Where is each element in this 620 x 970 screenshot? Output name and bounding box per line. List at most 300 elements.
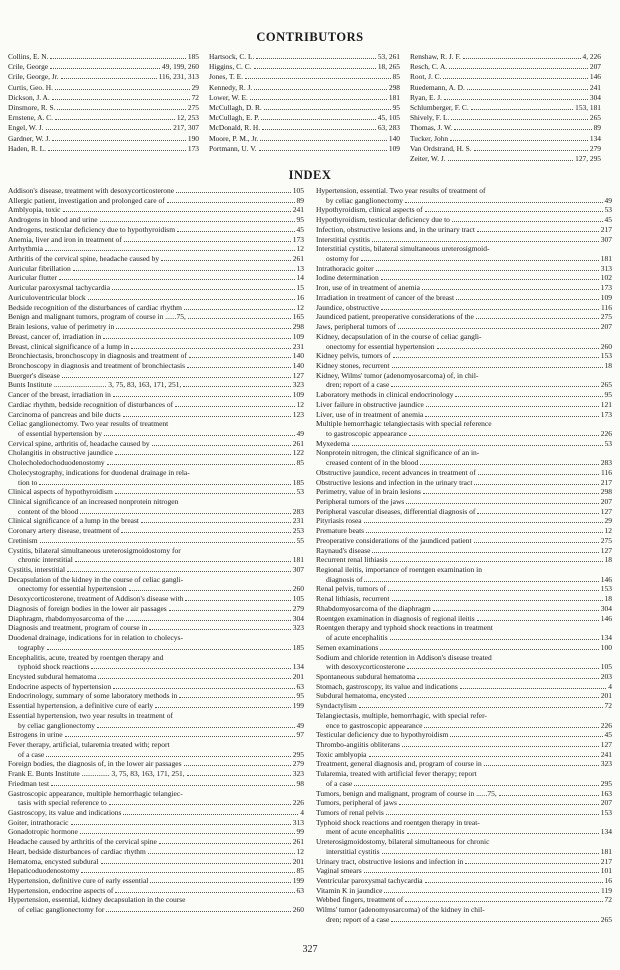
index-entry-text: Bedside recognition of the disturbances of cardiac rhythm bbox=[8, 302, 182, 312]
index-entry-pages: 217 bbox=[600, 477, 612, 487]
dot-leader bbox=[409, 435, 599, 436]
index-entry-pages: 260 bbox=[292, 584, 304, 594]
dot-leader bbox=[364, 872, 599, 873]
contributor-pages: 173 bbox=[187, 143, 199, 153]
index-entry-pages: 298 bbox=[600, 487, 612, 497]
index-entry bbox=[8, 691, 304, 701]
contributor-pages: 275 bbox=[187, 103, 199, 113]
index-entry bbox=[316, 905, 612, 924]
contributor-name: McCullagh, D. R. bbox=[209, 103, 262, 113]
dot-leader bbox=[112, 289, 294, 290]
index-entry-pages: 260 bbox=[600, 341, 612, 351]
dot-leader bbox=[176, 192, 291, 193]
index-entry-continuation: tography bbox=[18, 642, 45, 652]
dot-leader bbox=[402, 746, 599, 747]
index-entry bbox=[316, 866, 612, 876]
dot-leader bbox=[433, 610, 599, 611]
index-entry-pages: 323 bbox=[292, 623, 304, 633]
index-entry bbox=[316, 565, 612, 584]
index-entry-continuation-line bbox=[8, 584, 304, 594]
dot-leader bbox=[47, 649, 291, 650]
index-entry-text: Friedman test bbox=[8, 778, 50, 788]
index-entry-text: Obstructive lesions and infection in the urinary tract bbox=[316, 477, 473, 487]
page-number: 327 bbox=[302, 944, 318, 955]
dot-leader bbox=[408, 697, 599, 698]
dot-leader bbox=[381, 279, 599, 280]
index-entry-continuation: onectomy for essential hypertension bbox=[326, 341, 435, 351]
contributor-entry bbox=[8, 123, 209, 133]
dot-leader bbox=[67, 571, 291, 572]
index-entry bbox=[316, 604, 612, 614]
index-entry bbox=[316, 536, 612, 546]
index-entry-text: Sodium and chloride retention in Addison's disease treated bbox=[316, 652, 492, 662]
contributor-entry bbox=[8, 134, 209, 144]
contributor-pages: 217, 307 bbox=[173, 123, 199, 133]
index-entry-pages: 298 bbox=[292, 322, 304, 332]
index-entry-pages: 15 bbox=[296, 283, 304, 293]
contributor-pages: 49, 199, 260 bbox=[162, 62, 199, 72]
dot-leader bbox=[405, 202, 602, 203]
index-entry-text: Pityriasis rosea bbox=[316, 516, 362, 526]
index-entry-pages: 261 bbox=[292, 254, 304, 264]
index-entry-text: Hematoma, encysted subdural bbox=[8, 856, 99, 866]
index-entry bbox=[316, 516, 612, 526]
index-entry bbox=[316, 750, 612, 760]
contributor-name: Lower, W. E. bbox=[209, 92, 248, 102]
contributor-entry bbox=[410, 103, 611, 113]
index-entry-pages: 4 bbox=[608, 681, 612, 691]
dot-leader bbox=[189, 357, 291, 358]
index-entry bbox=[316, 293, 612, 303]
index-entry-continuation: interstitial cystitis bbox=[326, 846, 380, 856]
index-entry-pages: 253 bbox=[292, 526, 304, 536]
dot-leader bbox=[61, 78, 157, 79]
index-entry-continuation: dren; report of a case bbox=[326, 380, 390, 390]
dot-leader bbox=[423, 493, 599, 494]
index-entry-text: Telangiectasis, multiple, hemorrhagic, with special refer- bbox=[316, 710, 487, 720]
dot-leader bbox=[63, 211, 291, 212]
index-entry-pages: 203 bbox=[600, 671, 612, 681]
index-entry-continuation: content of the blood bbox=[18, 506, 79, 516]
dot-leader bbox=[71, 824, 291, 825]
index-entry-pages: 146 bbox=[600, 613, 612, 623]
index-entry bbox=[8, 594, 304, 604]
index-entry bbox=[8, 808, 304, 818]
index-entry-text: Kidney, decapsulation of in the course of celiac gangli- bbox=[316, 331, 482, 341]
index-entry bbox=[316, 410, 612, 420]
contributor-entry bbox=[209, 123, 410, 133]
dot-leader bbox=[52, 99, 190, 100]
contributor-name: Gardner, W. J. bbox=[8, 133, 51, 143]
index-entry-text: Toxic amblyopia bbox=[316, 749, 367, 759]
index-entry-pages: 12 bbox=[296, 399, 304, 409]
contributor-name: Ryan, E. J. bbox=[410, 92, 442, 102]
index-entry-pages: 127 bbox=[600, 739, 612, 749]
index-entry bbox=[8, 283, 304, 293]
index-entry bbox=[316, 643, 612, 653]
index-entry-text: Jaundice, obstructive bbox=[316, 302, 380, 312]
dot-leader bbox=[372, 552, 598, 553]
index-entry-text: Premature beats bbox=[316, 526, 365, 536]
dot-leader bbox=[55, 119, 175, 120]
index-entry-pages: 323 bbox=[292, 380, 304, 390]
index-entry-text: Gonadotropic hormone bbox=[8, 827, 78, 837]
index-entry-text: Typhoid shock reactions and roentgen therapy in treat- bbox=[316, 817, 480, 827]
index-entry-text: Hypertension, definitive cure of early essential bbox=[8, 876, 149, 886]
index-entry-text: Kidney pelvis, tumors of bbox=[316, 351, 391, 361]
index-entry-pages: 260 bbox=[292, 905, 304, 915]
index-entry-pages: 275 bbox=[600, 535, 612, 545]
contributor-entry bbox=[410, 93, 611, 103]
index-entry bbox=[8, 730, 304, 740]
contributor-name: Thomas, J. W. bbox=[410, 123, 453, 133]
index-entry-pages: 12 bbox=[296, 244, 304, 254]
index-entry-text: Syndactylism bbox=[316, 701, 357, 711]
index-entry-text: Clinical significance of an increased nonprotein nitrogen bbox=[8, 497, 179, 506]
dot-leader bbox=[148, 853, 295, 854]
index-entry bbox=[8, 886, 304, 896]
index-entry-text: Diaphragm, rhabdomyosarcoma of the bbox=[8, 613, 124, 623]
index-entry-pages: 116 bbox=[601, 302, 612, 312]
index-entry-text: Brain lesions, value of perimetry in bbox=[8, 322, 115, 332]
index-entry-pages: 49 bbox=[604, 195, 612, 205]
index-entry bbox=[316, 701, 612, 711]
index-entry-pages: 241 bbox=[292, 205, 304, 215]
index-entry-pages: 185 bbox=[292, 477, 304, 487]
index-entry-text: Addison's disease, treatment with desoxycorticosterone bbox=[8, 186, 175, 195]
dot-leader bbox=[471, 109, 573, 110]
dot-leader bbox=[155, 707, 291, 708]
index-entry-text: Clinical significance of a lump in the breast bbox=[8, 516, 140, 526]
dot-leader bbox=[449, 68, 588, 69]
dot-leader bbox=[152, 445, 291, 446]
index-entry-text: Tularemia, treated with artificial fever therapy; report bbox=[316, 769, 477, 779]
dot-leader bbox=[39, 484, 290, 485]
index-entry-pages: 226 bbox=[600, 720, 612, 730]
index-entry-pages: 295 bbox=[292, 749, 304, 759]
index-entry bbox=[8, 235, 304, 245]
dot-leader bbox=[381, 309, 599, 310]
contributors-column bbox=[209, 52, 410, 164]
index-entry-pages: 181 bbox=[292, 555, 304, 565]
index-entry-text: Renal pelvis, tumors of bbox=[316, 584, 386, 594]
dot-leader bbox=[55, 89, 190, 90]
dot-leader bbox=[46, 129, 172, 130]
index-entry-pages: 63 bbox=[296, 681, 304, 691]
contributor-entry bbox=[8, 83, 209, 93]
index-entry-text: Carcinoma of pancreas and bile ducts bbox=[8, 409, 121, 419]
index-entry bbox=[8, 390, 304, 400]
dot-leader bbox=[115, 454, 291, 455]
index-entry bbox=[8, 769, 304, 779]
index-entry-pages: 4 bbox=[300, 808, 304, 817]
index-entry-pages: 16 bbox=[604, 876, 612, 886]
index-entry bbox=[316, 478, 612, 488]
dot-leader bbox=[175, 406, 294, 407]
index-entry bbox=[8, 293, 304, 303]
dot-leader bbox=[167, 202, 295, 203]
index-entry-text: Hypothyroidism, testicular deficiency due to bbox=[316, 215, 450, 225]
dot-leader bbox=[113, 688, 294, 689]
index-entry-continuation-line bbox=[8, 721, 304, 731]
contributor-pages: 153, 181 bbox=[575, 103, 601, 113]
index-entry bbox=[8, 672, 304, 682]
index-entry-text: Subdural hematoma, encysted bbox=[316, 691, 407, 701]
dot-leader bbox=[262, 129, 376, 130]
index-entry bbox=[316, 818, 612, 837]
index-entry bbox=[8, 847, 304, 857]
index-entry-text: Diagnosis and treatment, program of course in bbox=[8, 623, 148, 633]
index-entry-continuation: with desoxycorticosterone bbox=[326, 662, 405, 672]
contributor-entry bbox=[209, 83, 410, 93]
index-entry-pages: 85 bbox=[296, 458, 304, 468]
index-entry-text: Rhabdomyosarcoma of the diaphragm bbox=[316, 603, 431, 613]
index-entry-text: Heart, bedside disturbances of cardiac rhythm bbox=[8, 846, 146, 856]
index-entry-pages: 304 bbox=[600, 603, 612, 613]
index-entry-pages: 13 bbox=[296, 263, 304, 273]
index-entry-pages: 226 bbox=[292, 798, 304, 808]
index-entry-pages: 95 bbox=[296, 691, 304, 701]
index-entry-pages: 12 bbox=[296, 302, 304, 312]
index-entry-pages: 49 bbox=[296, 428, 304, 438]
index-entry-continuation-line bbox=[8, 429, 304, 439]
index-entry-pages: 105 bbox=[292, 186, 304, 195]
index-entry-pages: 307 bbox=[292, 565, 304, 575]
index-entry-pages: 85 bbox=[296, 866, 304, 876]
index-entry-pages: 304 bbox=[292, 613, 304, 623]
index-entry-pages: 119 bbox=[601, 885, 612, 895]
index-entry-text: Interstitial cystitis, bilateral simultaneous ureterosigmoid- bbox=[316, 244, 490, 254]
contributor-name: Resch, C. A. bbox=[410, 62, 448, 72]
index-entry-text: Hepaticoduodenostomy bbox=[8, 866, 80, 876]
contributor-pages: 4, 226 bbox=[582, 52, 601, 61]
dot-leader bbox=[474, 542, 599, 543]
dot-leader bbox=[391, 386, 598, 387]
dot-leader bbox=[386, 814, 599, 815]
contributor-name: Dinsmore, R. S. bbox=[8, 103, 56, 113]
contributor-name: Dickson, J. A. bbox=[8, 92, 50, 102]
index-entry-text: Anemia, liver and iron in treatment of bbox=[8, 234, 122, 244]
dot-leader bbox=[149, 629, 290, 630]
dot-leader bbox=[48, 150, 186, 151]
index-entry-continuation: tion to bbox=[18, 477, 38, 487]
index-entry-text: Auriculoventricular block bbox=[8, 292, 86, 302]
index-entry-text: Diagnosis of foreign bodies in the lower air passages bbox=[8, 603, 167, 613]
index-entry-continuation-line bbox=[316, 827, 612, 837]
dot-leader bbox=[392, 367, 603, 368]
contributor-pages: 265 bbox=[589, 113, 601, 123]
index-entry bbox=[8, 351, 304, 361]
index-entry-text: Fever therapy, artificial, tularemia treated with; report bbox=[8, 739, 170, 749]
index-entry-text: Clinical aspects of hypothyroidism bbox=[8, 487, 113, 497]
index-entry bbox=[8, 497, 304, 516]
index-entry-continuation: by celiac ganglionectomy bbox=[326, 195, 404, 205]
index-entry-pages: 207 bbox=[600, 497, 612, 506]
dot-leader bbox=[131, 348, 290, 349]
dot-leader bbox=[254, 68, 376, 69]
index-entry-continuation: onectomy for essential hypertension bbox=[18, 584, 127, 594]
index-entry-text: Urinary tract, obstructive lesions and infection in bbox=[316, 856, 464, 866]
dot-leader bbox=[159, 843, 291, 844]
index-entry bbox=[316, 886, 612, 896]
index-entry-pages: 283 bbox=[292, 506, 304, 516]
index-entry-text: Jaundiced patient, preoperative considerations of the bbox=[316, 312, 474, 322]
index-entry-pages: 53 bbox=[604, 438, 612, 448]
index-entry-text: Frank E. Bunts Institute ............... 3, 75, 83, 163, 171, 251, bbox=[8, 769, 185, 779]
contributor-pages: 12, 253 bbox=[176, 113, 199, 123]
index-entry-text: Iron, use of in treatment of anemia bbox=[316, 283, 420, 293]
index-entry-text: Vaginal smears bbox=[316, 866, 362, 876]
index-entry bbox=[316, 507, 612, 517]
index-entry-pages: 181 bbox=[600, 254, 612, 264]
dot-leader bbox=[103, 338, 290, 339]
dot-leader bbox=[116, 328, 291, 329]
contributor-pages: 134 bbox=[589, 133, 601, 143]
dot-leader bbox=[115, 892, 294, 893]
index-entry-continuation-line bbox=[316, 342, 612, 352]
dot-leader bbox=[425, 416, 598, 417]
contributor-pages: 45, 105 bbox=[377, 113, 400, 123]
index-entry bbox=[316, 623, 612, 642]
index-entry-text: Interstitial cystitis bbox=[316, 234, 370, 244]
index-entry-text: Stomach, gastroscopy, its value and indications bbox=[316, 681, 458, 691]
index-entry-text: Androgens, testicular deficiency due to hypothyroidism bbox=[8, 224, 176, 234]
index-entry bbox=[8, 254, 304, 264]
contributor-entry bbox=[410, 83, 611, 93]
index-entry-pages: 231 bbox=[292, 341, 304, 351]
index-entry-text: Kidney, Wilms' tumor (adenomyosarcoma) of, in chil- bbox=[316, 370, 479, 380]
index-entry bbox=[316, 273, 612, 283]
index-entry-pages: 275 bbox=[600, 312, 612, 322]
index-entry-text: Androgens in blood and urine bbox=[8, 215, 98, 225]
contributor-name: Engel, W. J. bbox=[8, 123, 44, 133]
dot-leader bbox=[392, 600, 603, 601]
dot-leader bbox=[477, 620, 599, 621]
dot-leader bbox=[100, 221, 295, 222]
index-entry bbox=[316, 789, 612, 799]
index-entry bbox=[8, 342, 304, 352]
dot-leader bbox=[448, 160, 574, 161]
dot-leader bbox=[80, 833, 295, 834]
index-entry-continuation-line bbox=[8, 643, 304, 653]
index-entry-text: Gastroscopic appearance, multiple hemorrhagic telangiec- bbox=[8, 788, 183, 798]
index-entry-continuation: dren; report of a case bbox=[326, 914, 390, 924]
dot-leader bbox=[91, 668, 291, 669]
index-entry-text: Auricular paroxysmal tachycardia bbox=[8, 283, 111, 293]
dot-leader bbox=[81, 872, 294, 873]
contributor-pages: 72 bbox=[191, 92, 199, 102]
index-entry-continuation-line bbox=[316, 721, 612, 731]
index-entry-pages: 201 bbox=[600, 691, 612, 701]
dot-leader bbox=[477, 231, 599, 232]
dot-leader bbox=[366, 532, 602, 533]
dot-leader bbox=[52, 140, 186, 141]
index-entry-pages: 105 bbox=[292, 594, 304, 604]
contributor-entry bbox=[410, 134, 611, 144]
contributor-entry bbox=[209, 93, 410, 103]
index-entry bbox=[316, 837, 612, 856]
index-entry-text: Treatment, general diagnosis and, program of course in bbox=[316, 759, 482, 769]
dot-leader bbox=[126, 620, 291, 621]
index-entry bbox=[316, 808, 612, 818]
index-column-right bbox=[316, 186, 612, 925]
index-entry-text: Cystitis, bilateral simultaneous ureterosigmoidostomy for bbox=[8, 545, 181, 555]
index-entry-text: Amblyopia, toxic bbox=[8, 205, 61, 215]
index-entry-pages: 18 bbox=[604, 555, 612, 565]
index-entry-pages: 185 bbox=[292, 642, 304, 652]
index-entry-text: Endocrine aspects of hypertension bbox=[8, 681, 112, 691]
index-entry-text: Goiter, intrathoracic bbox=[8, 817, 69, 827]
dot-leader bbox=[57, 109, 185, 110]
index-entry-pages: 279 bbox=[292, 759, 304, 769]
index-entry bbox=[316, 759, 612, 769]
contributor-pages: 298 bbox=[388, 82, 400, 92]
contributor-name: Kennedy, R. J. bbox=[209, 82, 253, 92]
index-entry bbox=[8, 827, 304, 837]
index-entry bbox=[8, 536, 304, 546]
dot-leader bbox=[169, 610, 291, 611]
index-entry bbox=[8, 575, 304, 594]
dot-leader bbox=[184, 309, 295, 310]
index-entry-pages: 45 bbox=[296, 224, 304, 234]
index-entry-pages: 313 bbox=[292, 817, 304, 827]
dot-leader bbox=[417, 678, 599, 679]
dot-leader bbox=[390, 639, 599, 640]
dot-leader bbox=[450, 140, 588, 141]
index-entry-text: Spontaneous subdural hematoma bbox=[316, 671, 416, 681]
dot-leader bbox=[393, 357, 599, 358]
index-entry bbox=[8, 779, 304, 789]
index-entry bbox=[8, 186, 304, 196]
contributor-name: Moore, P. M., Jr. bbox=[209, 133, 259, 143]
index-entry-text: Liver failure in obstructive jaundice bbox=[316, 399, 424, 409]
index-entry-continuation-line bbox=[316, 380, 612, 390]
index-entry bbox=[8, 400, 304, 410]
index-entry-pages: 279 bbox=[292, 603, 304, 613]
dot-leader bbox=[474, 150, 588, 151]
dot-leader bbox=[474, 484, 598, 485]
index-entry-pages: 97 bbox=[296, 730, 304, 740]
index-entry bbox=[8, 789, 304, 808]
index-entry-pages: 53 bbox=[296, 487, 304, 497]
index-entry-pages: 199 bbox=[292, 701, 304, 711]
dot-leader bbox=[65, 736, 295, 737]
index-entry-text: Irradiation in treatment of cancer of the breast bbox=[316, 292, 455, 302]
dot-leader bbox=[424, 727, 598, 728]
index-entry-pages: 165 bbox=[292, 312, 304, 322]
dot-leader bbox=[398, 328, 599, 329]
index-entry bbox=[8, 439, 304, 449]
contributor-entry bbox=[410, 144, 611, 154]
index-entry-continuation-line bbox=[8, 905, 304, 915]
dot-leader bbox=[150, 882, 290, 883]
index-entry-text: Multiple hemorrhagic telangiectasis with special reference bbox=[316, 419, 492, 429]
contributor-entry bbox=[410, 72, 611, 82]
contributor-pages: 89 bbox=[593, 123, 601, 133]
dot-leader bbox=[376, 270, 599, 271]
index-entry-text: Encephalitis, acute, treated by roentgen therapy and bbox=[8, 652, 164, 662]
index-entry-continuation-line bbox=[316, 575, 612, 585]
dot-leader bbox=[259, 150, 387, 151]
dot-leader bbox=[106, 911, 290, 912]
index-entry bbox=[8, 653, 304, 672]
contributor-entry bbox=[8, 93, 209, 103]
index-entry-pages: 241 bbox=[600, 749, 612, 759]
index-entry bbox=[8, 244, 304, 254]
index-entry bbox=[316, 546, 612, 556]
index-entry bbox=[316, 691, 612, 701]
index-entry-text: Breast, cancer of, irradiation in bbox=[8, 331, 102, 341]
